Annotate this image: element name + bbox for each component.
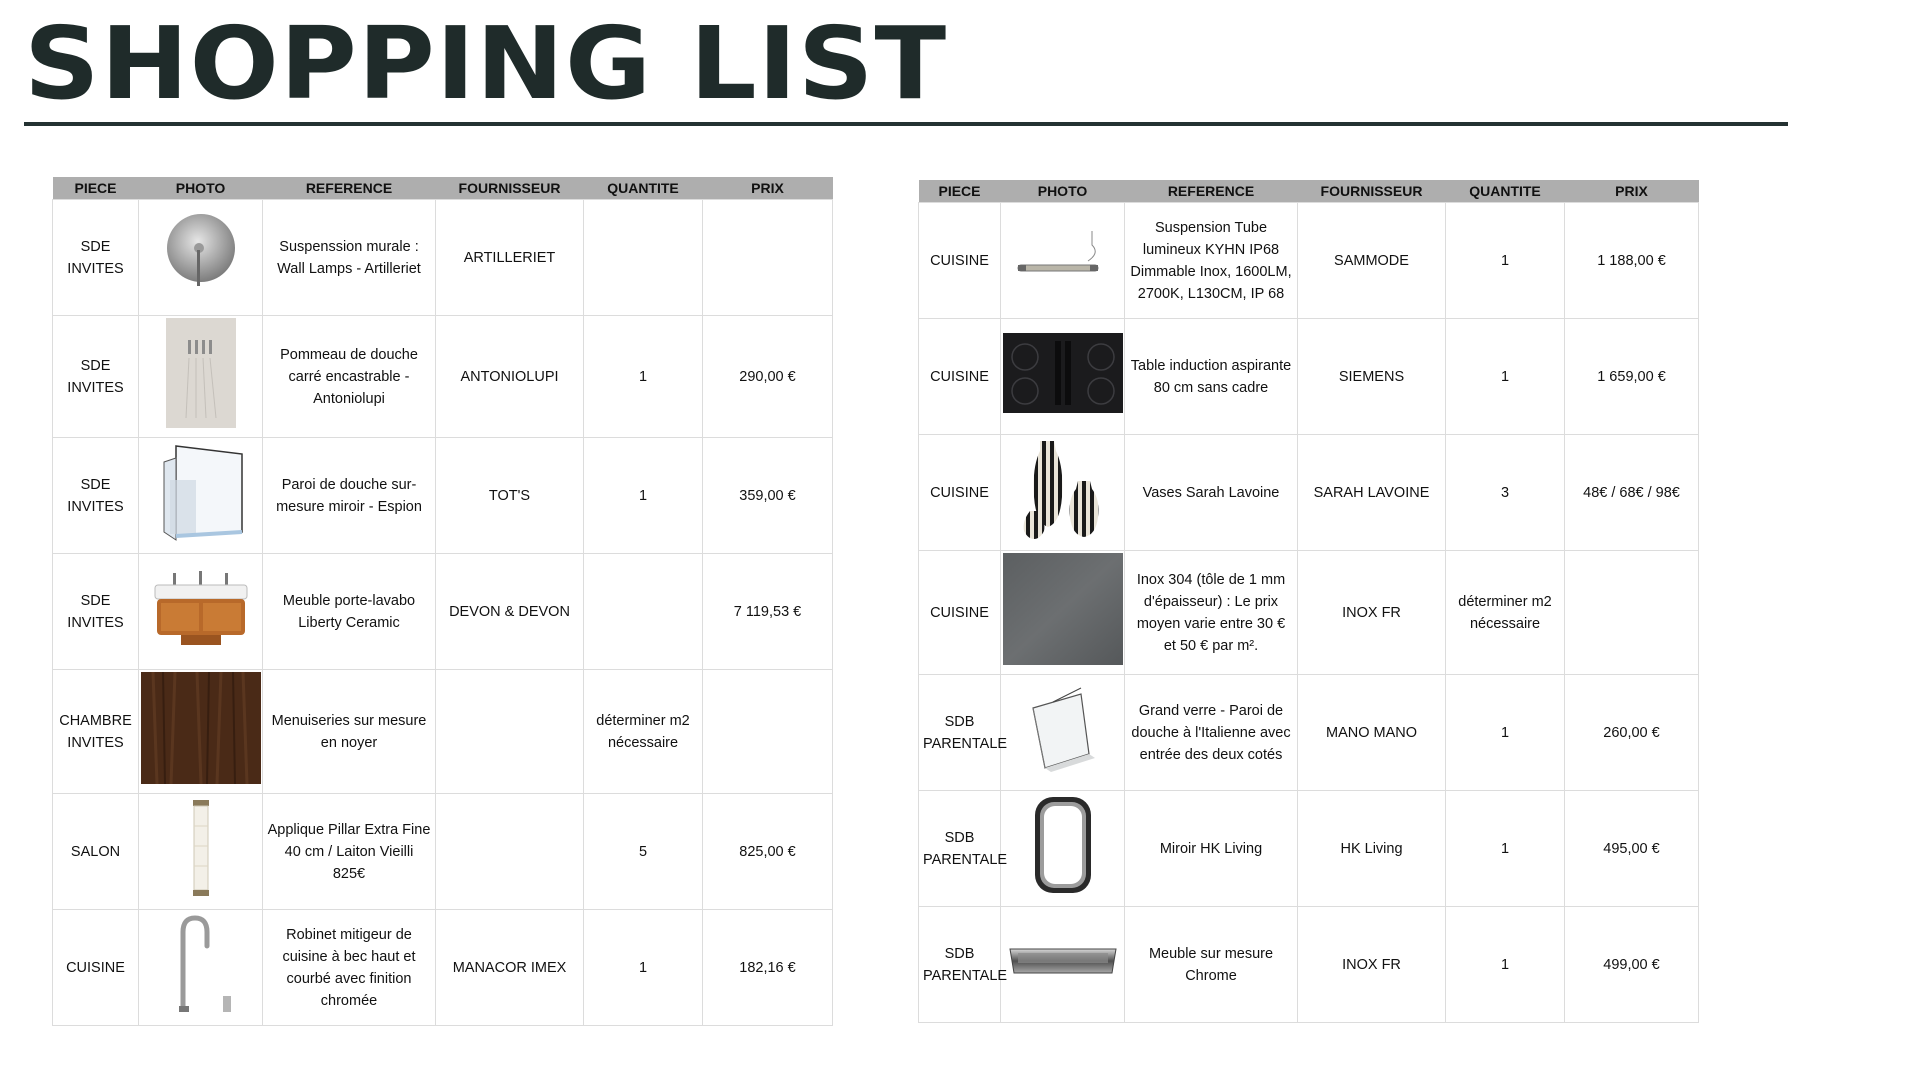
table-row xyxy=(53,554,833,670)
shopping-table-left xyxy=(52,177,833,1026)
cell-prix: 7 119,53 € xyxy=(703,554,833,670)
cell-photo xyxy=(1001,791,1125,907)
wooden-vanity-image xyxy=(151,563,251,653)
table-row xyxy=(53,670,833,794)
steel-sheet-image xyxy=(1003,553,1123,665)
table-row xyxy=(919,319,1699,435)
cell-photo xyxy=(139,316,263,438)
cell-prix: 825,00 € xyxy=(703,794,833,910)
tube-pendant-light-image xyxy=(1008,227,1118,287)
cell-reference: Meuble sur mesure Chrome xyxy=(1125,907,1298,1023)
cell-fournisseur xyxy=(436,794,584,910)
cell-prix: 1 188,00 € xyxy=(1565,203,1699,319)
cell-piece: SDE INVITES xyxy=(53,438,139,554)
cell-reference: Menuiseries sur mesure en noyer xyxy=(263,670,436,794)
square-shower-head-image xyxy=(166,318,236,428)
cell-piece: SDB PARENTALE xyxy=(919,791,1001,907)
cell-quantite: 1 xyxy=(584,438,703,554)
cell-piece: CUISINE xyxy=(919,203,1001,319)
table-row xyxy=(919,435,1699,551)
chrome-mixer-tap-image xyxy=(161,912,241,1016)
cell-photo xyxy=(139,910,263,1026)
cell-reference: Suspension Tube lumineux KYHN IP68 Dimmable Inox, 1600LM, 2700K, L130CM, IP 68 xyxy=(1125,203,1298,319)
mirror-shower-screen-image xyxy=(156,440,246,544)
table-row xyxy=(919,791,1699,907)
cell-photo xyxy=(139,438,263,554)
table-header-row xyxy=(53,177,833,200)
cell-photo xyxy=(1001,675,1125,791)
cell-fournisseur: INOX FR xyxy=(1298,907,1446,1023)
cell-fournisseur: SARAH LAVOINE xyxy=(1298,435,1446,551)
cell-reference: Robinet mitigeur de cuisine à bec haut et courbé avec finition chromée xyxy=(263,910,436,1026)
chrome-tray-furniture-image xyxy=(1008,941,1118,981)
cell-quantite xyxy=(584,554,703,670)
pillar-wall-light-image xyxy=(181,796,221,900)
cell-quantite: 1 xyxy=(1446,791,1565,907)
cell-fournisseur: MANACOR IMEX xyxy=(436,910,584,1026)
cell-prix xyxy=(703,200,833,316)
title-divider xyxy=(24,122,1788,126)
cell-fournisseur: ANTONIOLUPI xyxy=(436,316,584,438)
cell-reference: Applique Pillar Extra Fine 40 cm / Laiton Vieilli 825€ xyxy=(263,794,436,910)
cell-prix: 182,16 € xyxy=(703,910,833,1026)
cell-piece: CUISINE xyxy=(919,319,1001,435)
header-prix: PRIX xyxy=(1565,180,1699,203)
table-row xyxy=(53,910,833,1026)
cell-quantite: 5 xyxy=(584,794,703,910)
cell-piece: SDE INVITES xyxy=(53,200,139,316)
cell-fournisseur: SAMMODE xyxy=(1298,203,1446,319)
glass-shower-panel-image xyxy=(1023,684,1103,774)
chrome-mirror-image xyxy=(1031,793,1095,897)
cell-piece: CUISINE xyxy=(53,910,139,1026)
cell-photo xyxy=(1001,203,1125,319)
cell-reference: Pommeau de douche carré encastrable -Antoniolupi xyxy=(263,316,436,438)
cell-photo xyxy=(139,200,263,316)
shopping-table-right xyxy=(918,180,1699,1023)
table-row xyxy=(919,907,1699,1023)
cell-quantite xyxy=(584,200,703,316)
cell-photo xyxy=(1001,435,1125,551)
header-photo: PHOTO xyxy=(139,177,263,200)
cell-photo xyxy=(1001,907,1125,1023)
cell-reference: Meuble porte-lavabo Liberty Ceramic xyxy=(263,554,436,670)
table-row xyxy=(919,675,1699,791)
cell-quantite: 1 xyxy=(1446,907,1565,1023)
cell-prix: 48€ / 68€ / 98€ xyxy=(1565,435,1699,551)
table-row xyxy=(919,203,1699,319)
round-wall-lamp-image xyxy=(161,212,241,296)
cell-fournisseur: HK Living xyxy=(1298,791,1446,907)
header-piece: PIECE xyxy=(53,177,139,200)
cell-reference: Table induction aspirante 80 cm sans cadre xyxy=(1125,319,1298,435)
cell-prix: 499,00 € xyxy=(1565,907,1699,1023)
header-fournisseur: FOURNISSEUR xyxy=(436,177,584,200)
page-title: SHOPPING LIST xyxy=(24,5,948,122)
header-reference: REFERENCE xyxy=(263,177,436,200)
cell-photo xyxy=(139,670,263,794)
cell-reference: Vases Sarah Lavoine xyxy=(1125,435,1298,551)
cell-photo xyxy=(1001,319,1125,435)
cell-fournisseur: INOX FR xyxy=(1298,551,1446,675)
cell-prix: 260,00 € xyxy=(1565,675,1699,791)
header-piece: PIECE xyxy=(919,180,1001,203)
cell-fournisseur xyxy=(436,670,584,794)
cell-fournisseur: DEVON & DEVON xyxy=(436,554,584,670)
cell-reference: Suspenssion murale : Wall Lamps - Artilleriet xyxy=(263,200,436,316)
cell-fournisseur: MANO MANO xyxy=(1298,675,1446,791)
cell-reference: Inox 304 (tôle de 1 mm d'épaisseur) : Le prix moyen varie entre 30 € et 50 € par m². xyxy=(1125,551,1298,675)
cell-photo xyxy=(139,554,263,670)
cell-piece: SDE INVITES xyxy=(53,554,139,670)
cell-quantite: 1 xyxy=(1446,319,1565,435)
cell-fournisseur: ARTILLERIET xyxy=(436,200,584,316)
cell-prix xyxy=(703,670,833,794)
cell-quantite: 1 xyxy=(584,316,703,438)
cell-quantite: déterminer m2 nécessaire xyxy=(1446,551,1565,675)
header-reference: REFERENCE xyxy=(1125,180,1298,203)
cell-piece: SALON xyxy=(53,794,139,910)
header-photo: PHOTO xyxy=(1001,180,1125,203)
cell-quantite: 1 xyxy=(584,910,703,1026)
table-header-row xyxy=(919,180,1699,203)
cell-piece: CUISINE xyxy=(919,551,1001,675)
cell-reference: Miroir HK Living xyxy=(1125,791,1298,907)
cell-prix: 495,00 € xyxy=(1565,791,1699,907)
cell-piece: SDB PARENTALE xyxy=(919,675,1001,791)
cell-photo xyxy=(1001,551,1125,675)
header-fournisseur: FOURNISSEUR xyxy=(1298,180,1446,203)
table-row xyxy=(53,200,833,316)
cell-prix xyxy=(1565,551,1699,675)
cell-prix: 290,00 € xyxy=(703,316,833,438)
table-row xyxy=(53,316,833,438)
cell-quantite: déterminer m2 nécessaire xyxy=(584,670,703,794)
cell-quantite: 1 xyxy=(1446,203,1565,319)
cell-prix: 1 659,00 € xyxy=(1565,319,1699,435)
cell-reference: Grand verre - Paroi de douche à l'Italienne avec entrée des deux cotés xyxy=(1125,675,1298,791)
cell-fournisseur: TOT'S xyxy=(436,438,584,554)
table-row xyxy=(919,551,1699,675)
striped-vases-image xyxy=(1018,437,1108,541)
cell-piece: SDE INVITES xyxy=(53,316,139,438)
cell-fournisseur: SIEMENS xyxy=(1298,319,1446,435)
header-prix: PRIX xyxy=(703,177,833,200)
table-row xyxy=(53,794,833,910)
cell-reference: Paroi de douche sur-mesure miroir - Espion xyxy=(263,438,436,554)
walnut-wood-sample-image xyxy=(141,672,261,784)
cell-piece: SDB PARENTALE xyxy=(919,907,1001,1023)
cell-piece: CUISINE xyxy=(919,435,1001,551)
header-quantite: QUANTITE xyxy=(584,177,703,200)
table-row xyxy=(53,438,833,554)
cell-quantite: 1 xyxy=(1446,675,1565,791)
header-quantite: QUANTITE xyxy=(1446,180,1565,203)
cell-quantite: 3 xyxy=(1446,435,1565,551)
induction-hob-image xyxy=(1003,333,1123,413)
cell-photo xyxy=(139,794,263,910)
cell-prix: 359,00 € xyxy=(703,438,833,554)
cell-piece: CHAMBRE INVITES xyxy=(53,670,139,794)
